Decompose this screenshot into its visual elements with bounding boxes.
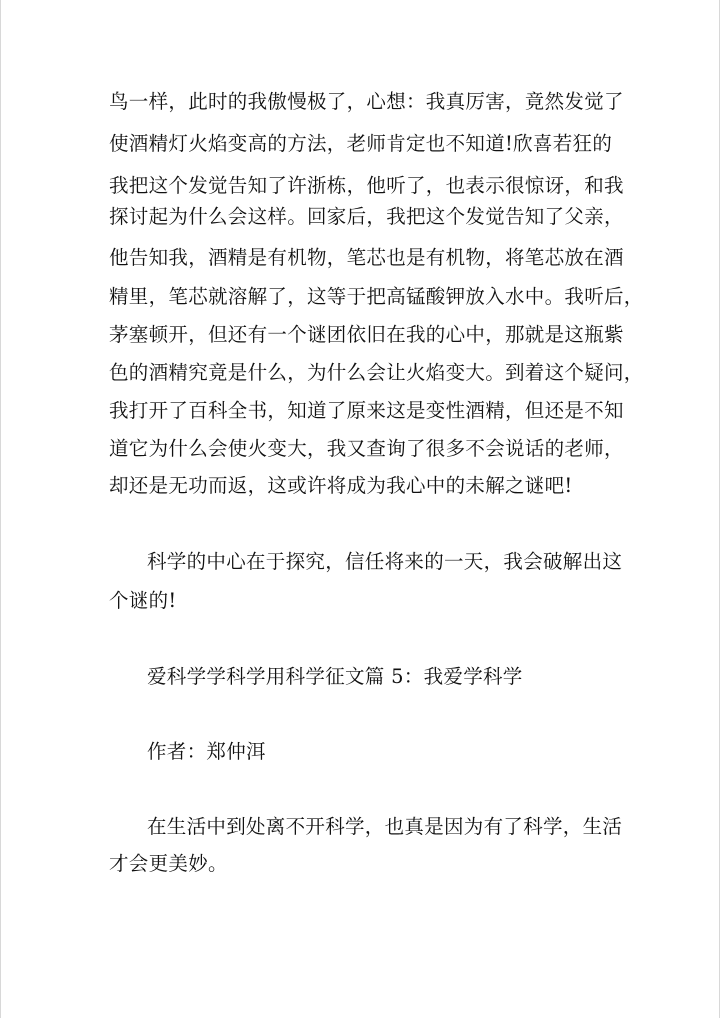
text-line: 在生活中到处离不开科学，也真是因为有了科学，生活	[147, 815, 623, 838]
text-line: 茅塞顿开，但还有一个谜团依旧在我的心中，那就是这瓶紫	[109, 323, 624, 346]
text-line: 他告知我，酒精是有机物，笔芯也是有机物，将笔芯放在酒	[109, 246, 624, 269]
section-heading: 爱科学学科学用科学征文篇 5：我爱学科学	[147, 665, 523, 688]
text-line: 色的酒精究竟是什么，为什么会让火焰变大。到着这个疑问，	[109, 361, 644, 384]
text-line: 科学的中心在于探究，信任将来的一天，我会破解出这	[147, 550, 623, 573]
text-line: 精里，笔芯就溶解了，这等于把高锰酸钾放入水中。我听后，	[109, 285, 644, 308]
text-line: 使酒精灯火焰变高的方法，老师肯定也不知道!欣喜若狂的	[109, 132, 613, 155]
text-line: 探讨起为什么会这样。回家后，我把这个发觉告知了父亲，	[109, 205, 624, 228]
author-line: 作者：郑仲洱	[147, 740, 266, 763]
text-line: 道它为什么会使火变大，我又查询了很多不会说话的老师，	[109, 437, 624, 460]
text-line: 个谜的!	[109, 589, 177, 612]
text-line: 我打开了百科全书，知道了原来这是变性酒精，但还是不知	[109, 399, 624, 422]
text-line: 我把这个发觉告知了许浙栋，他听了，也表示很惊讶，和我	[109, 174, 624, 197]
text-line: 却还是无功而返，这或许将成为我心中的未解之谜吧!	[109, 474, 573, 497]
text-line: 鸟一样，此时的我傲慢极了，心想：我真厉害，竟然发觉了	[109, 90, 624, 113]
text-line: 才会更美妙。	[109, 852, 228, 875]
